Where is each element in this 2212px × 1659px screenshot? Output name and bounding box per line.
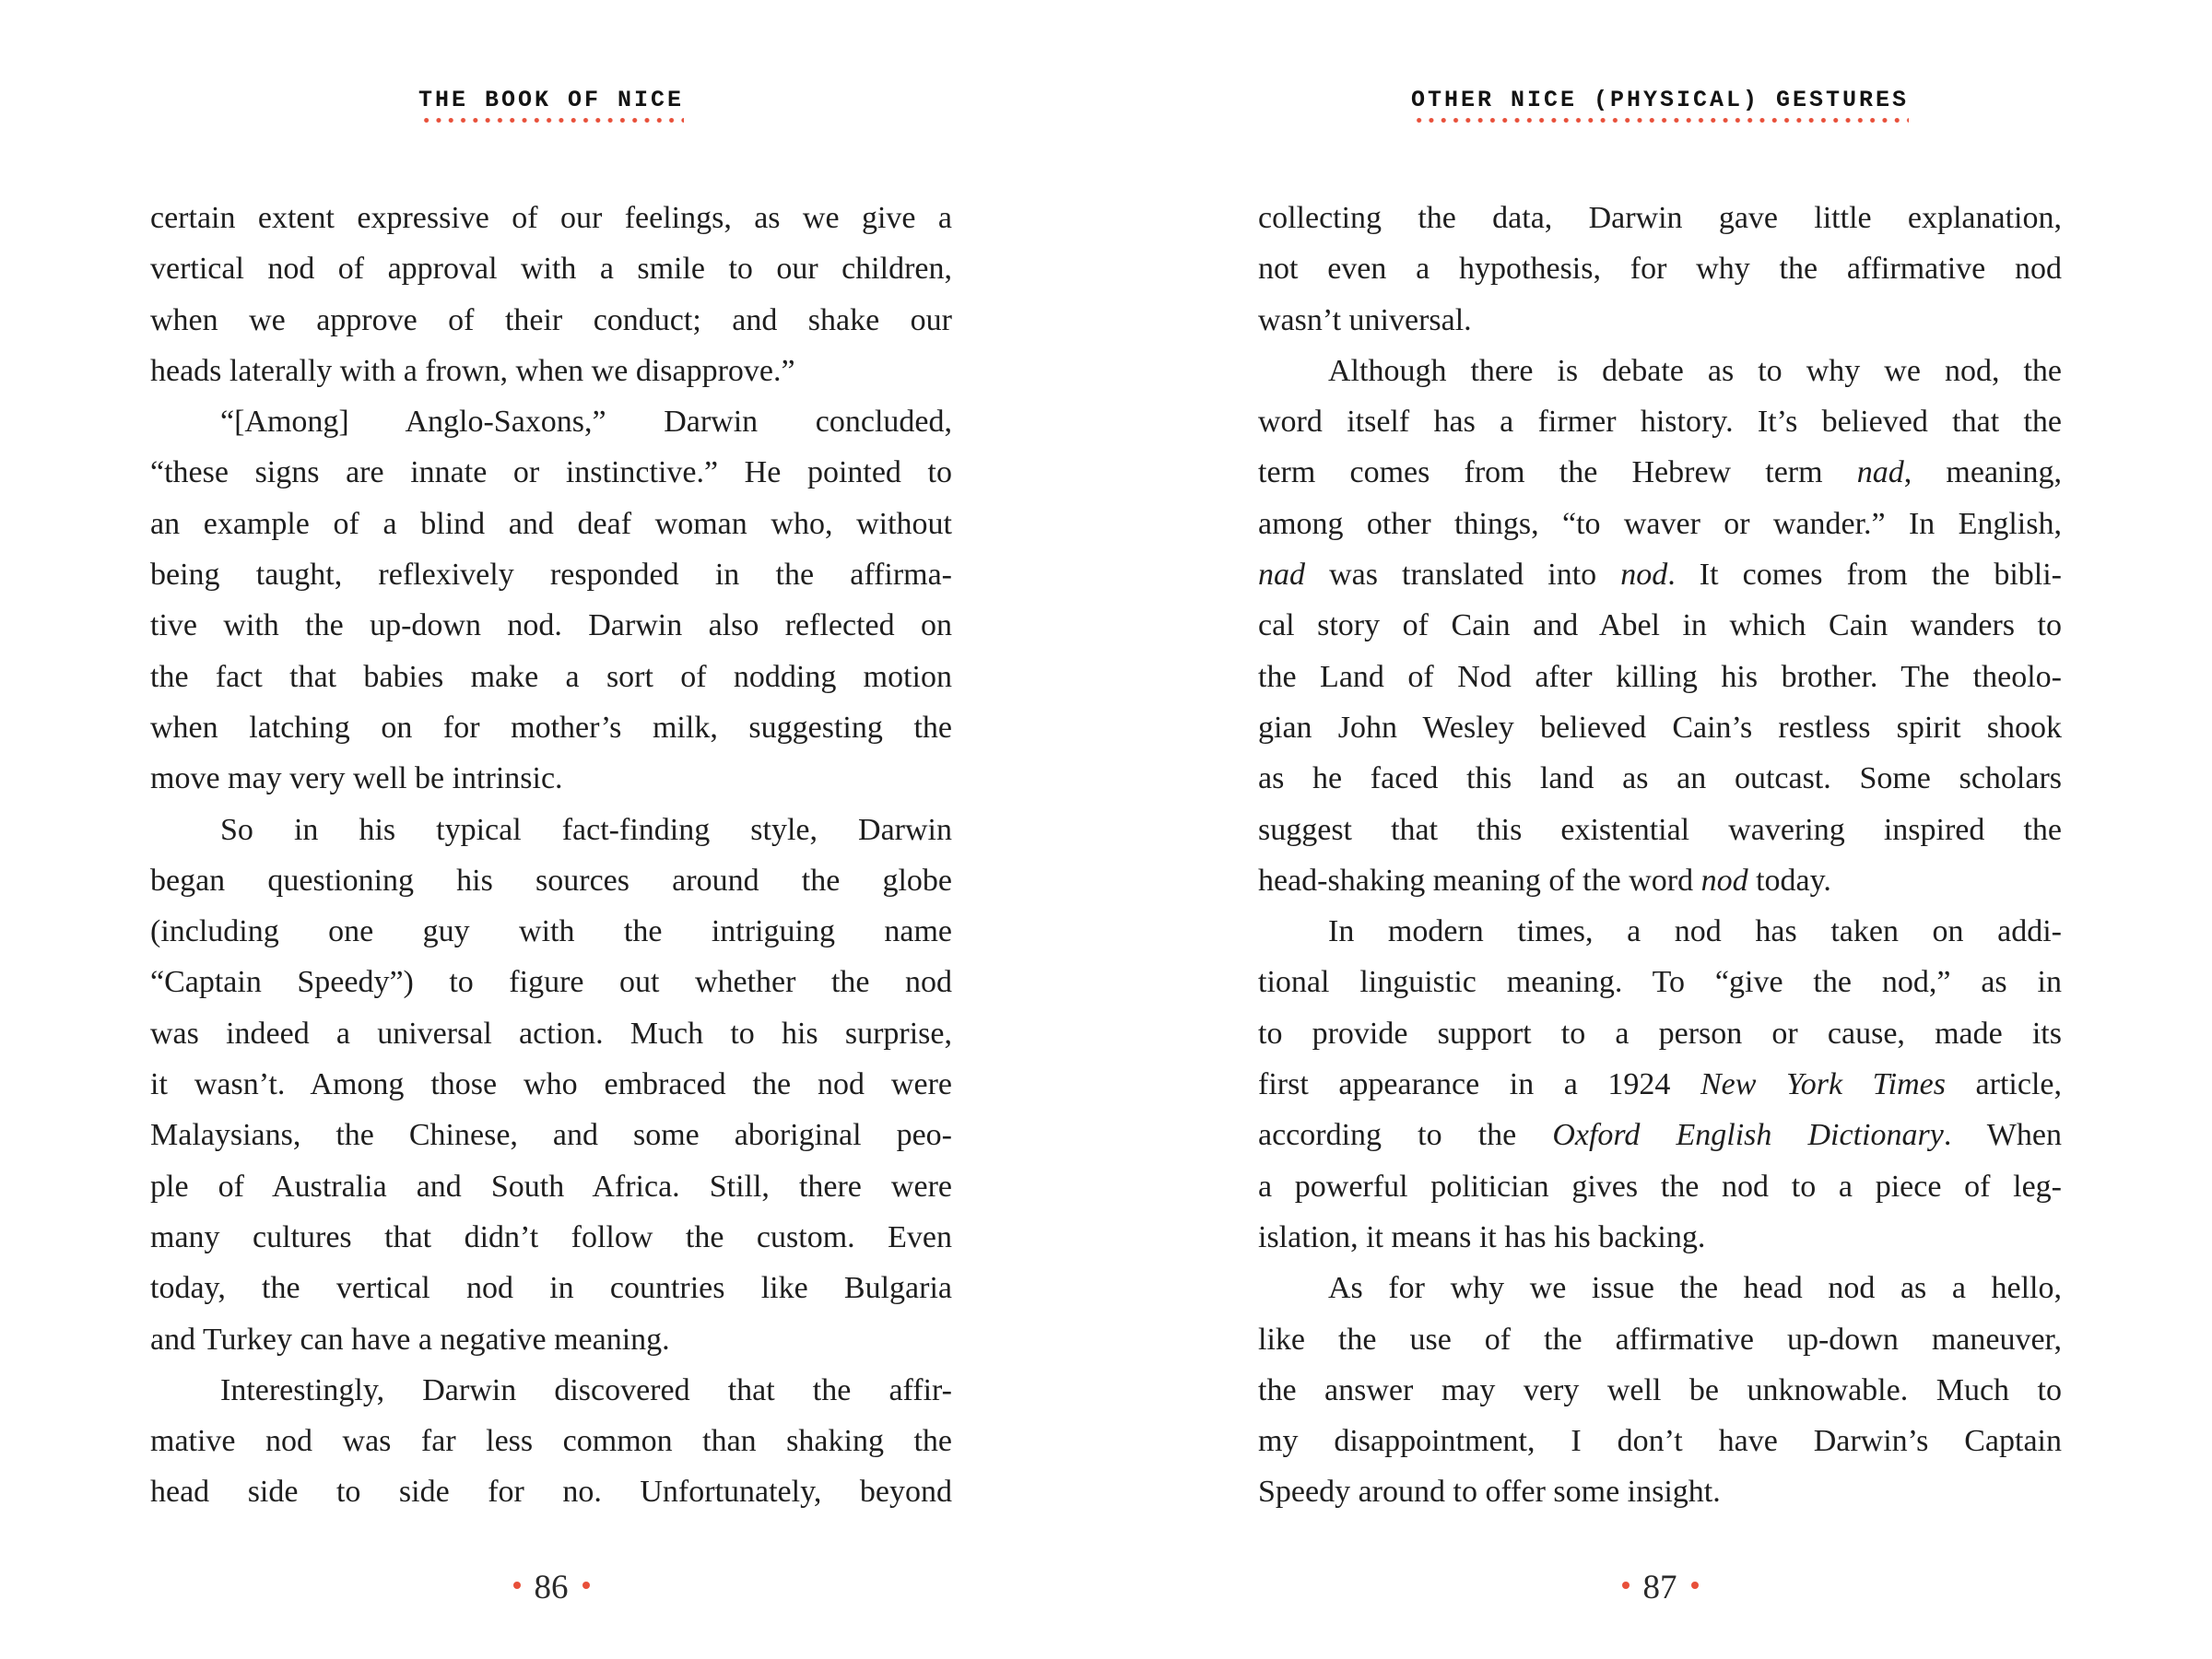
text-line: suggest that this existential wavering inspired the — [1258, 812, 2062, 847]
text-line: tional linguistic meaning. To “give the nod,” as in — [1258, 965, 2062, 1000]
page-left — [150, 0, 952, 1659]
dotted-rule — [418, 116, 684, 124]
text-line: began questioning his sources around the globe — [150, 863, 952, 898]
text-line: “Captain Speedy”) to figure out whether the nod — [150, 965, 952, 1000]
text-line: In modern times, a nod has taken on addi- — [1328, 914, 2062, 949]
text-line: head-shaking meaning of the word nod today. — [1258, 863, 1831, 898]
folio-dot — [1622, 1582, 1630, 1589]
text-line: nad was translated into nod. It comes from the bibli- — [1258, 558, 2062, 593]
text-line: like the use of the affirmative up-down maneuver, — [1258, 1322, 2062, 1357]
body-text-left — [150, 193, 952, 1518]
page-right — [1258, 0, 2062, 1659]
text-line: the fact that babies make a sort of nodding motion — [150, 659, 952, 694]
text-line: today, the vertical nod in countries like Bulgaria — [150, 1271, 952, 1306]
running-head-title: OTHER NICE (PHYSICAL) GESTURES — [1410, 87, 1910, 113]
text-line: vertical nod of approval with a smile to our children, — [150, 252, 952, 287]
text-line: according to the Oxford English Dictionary. When — [1258, 1118, 2062, 1153]
text-line: Although there is debate as to why we nod, the — [1328, 353, 2062, 388]
text-line: head side to side for no. Unfortunately, beyond — [150, 1475, 952, 1510]
text-line: tive with the up-down nod. Darwin also reflected on — [150, 608, 952, 643]
page-number: 87 — [1642, 1568, 1677, 1606]
text-line: Malaysians, the Chinese, and some aboriginal peo- — [150, 1118, 952, 1153]
folio-dot — [582, 1582, 590, 1589]
text-line: a powerful politician gives the nod to a piece of leg- — [1258, 1169, 2062, 1204]
text-line: when we approve of their conduct; and shake our — [150, 302, 952, 337]
running-head-right — [1258, 87, 2062, 124]
text-line: was indeed a universal action. Much to his surprise, — [150, 1016, 952, 1051]
text-line: cal story of Cain and Abel in which Cain wanders to — [1258, 608, 2062, 643]
text-line: Speedy around to offer some insight. — [1258, 1475, 1721, 1510]
text-line: “[Among] Anglo-Saxons,” Darwin concluded, — [220, 405, 952, 440]
text-line: So in his typical fact-finding style, Darwin — [220, 812, 952, 847]
folio-dot — [1691, 1582, 1699, 1589]
text-line: certain extent expressive of our feelings, as we give a — [150, 201, 952, 235]
text-line: collecting the data, Darwin gave little explanation, — [1258, 201, 2062, 235]
text-line: among other things, “to waver or wander.” In English, — [1258, 506, 2062, 541]
text-line: being taught, reflexively responded in the affirma- — [150, 558, 952, 593]
running-head-left — [150, 87, 952, 124]
text-line: wasn’t universal. — [1258, 302, 1472, 337]
text-line: term comes from the Hebrew term nad, meaning, — [1258, 455, 2062, 490]
text-line: it wasn’t. Among those who embraced the nod were — [150, 1067, 952, 1102]
text-line: heads laterally with a frown, when we disapprove.” — [150, 353, 795, 388]
text-line: my disappointment, I don’t have Darwin’s Captain — [1258, 1424, 2062, 1459]
text-line: and Turkey can have a negative meaning. — [150, 1322, 670, 1357]
text-line: “these signs are innate or instinctive.” He pointed to — [150, 455, 952, 490]
text-line: (including one guy with the intriguing name — [150, 914, 952, 949]
text-line: many cultures that didn’t follow the custom. Even — [150, 1219, 952, 1254]
text-line: ple of Australia and South Africa. Still, there were — [150, 1169, 952, 1204]
text-line: mative nod was far less common than shaking the — [150, 1424, 952, 1459]
folio-right — [1258, 1564, 2062, 1609]
text-line: move may very well be intrinsic. — [150, 761, 563, 796]
folio-left — [150, 1564, 952, 1609]
page-number: 86 — [534, 1568, 569, 1606]
text-line: islation, it means it has his backing. — [1258, 1219, 1706, 1254]
text-line: the Land of Nod after killing his brother. The theolo- — [1258, 659, 2062, 694]
text-line: when latching on for mother’s milk, suggesting the — [150, 710, 952, 745]
text-line: first appearance in a 1924 New York Times article, — [1258, 1067, 2062, 1102]
running-head-inner — [418, 87, 684, 124]
text-line: Interestingly, Darwin discovered that the affir- — [220, 1372, 952, 1407]
running-head-title: THE BOOK OF NICE — [418, 87, 685, 113]
text-line: gian John Wesley believed Cain’s restless spirit shook — [1258, 710, 2062, 745]
text-line: to provide support to a person or cause, made its — [1258, 1016, 2062, 1051]
text-line: As for why we issue the head nod as a hello, — [1328, 1271, 2062, 1306]
text-line: an example of a blind and deaf woman who, without — [150, 506, 952, 541]
text-line: word itself has a firmer history. It’s believed that the — [1258, 405, 2062, 440]
text-line: not even a hypothesis, for why the affirmative nod — [1258, 252, 2062, 287]
dotted-rule — [1411, 116, 1909, 124]
text-line: the answer may very well be unknowable. Much to — [1258, 1372, 2062, 1407]
text-line: as he faced this land as an outcast. Some scholars — [1258, 761, 2062, 796]
running-head-inner — [1411, 87, 1909, 124]
body-text-right — [1258, 193, 2062, 1518]
folio-dot — [513, 1582, 521, 1589]
